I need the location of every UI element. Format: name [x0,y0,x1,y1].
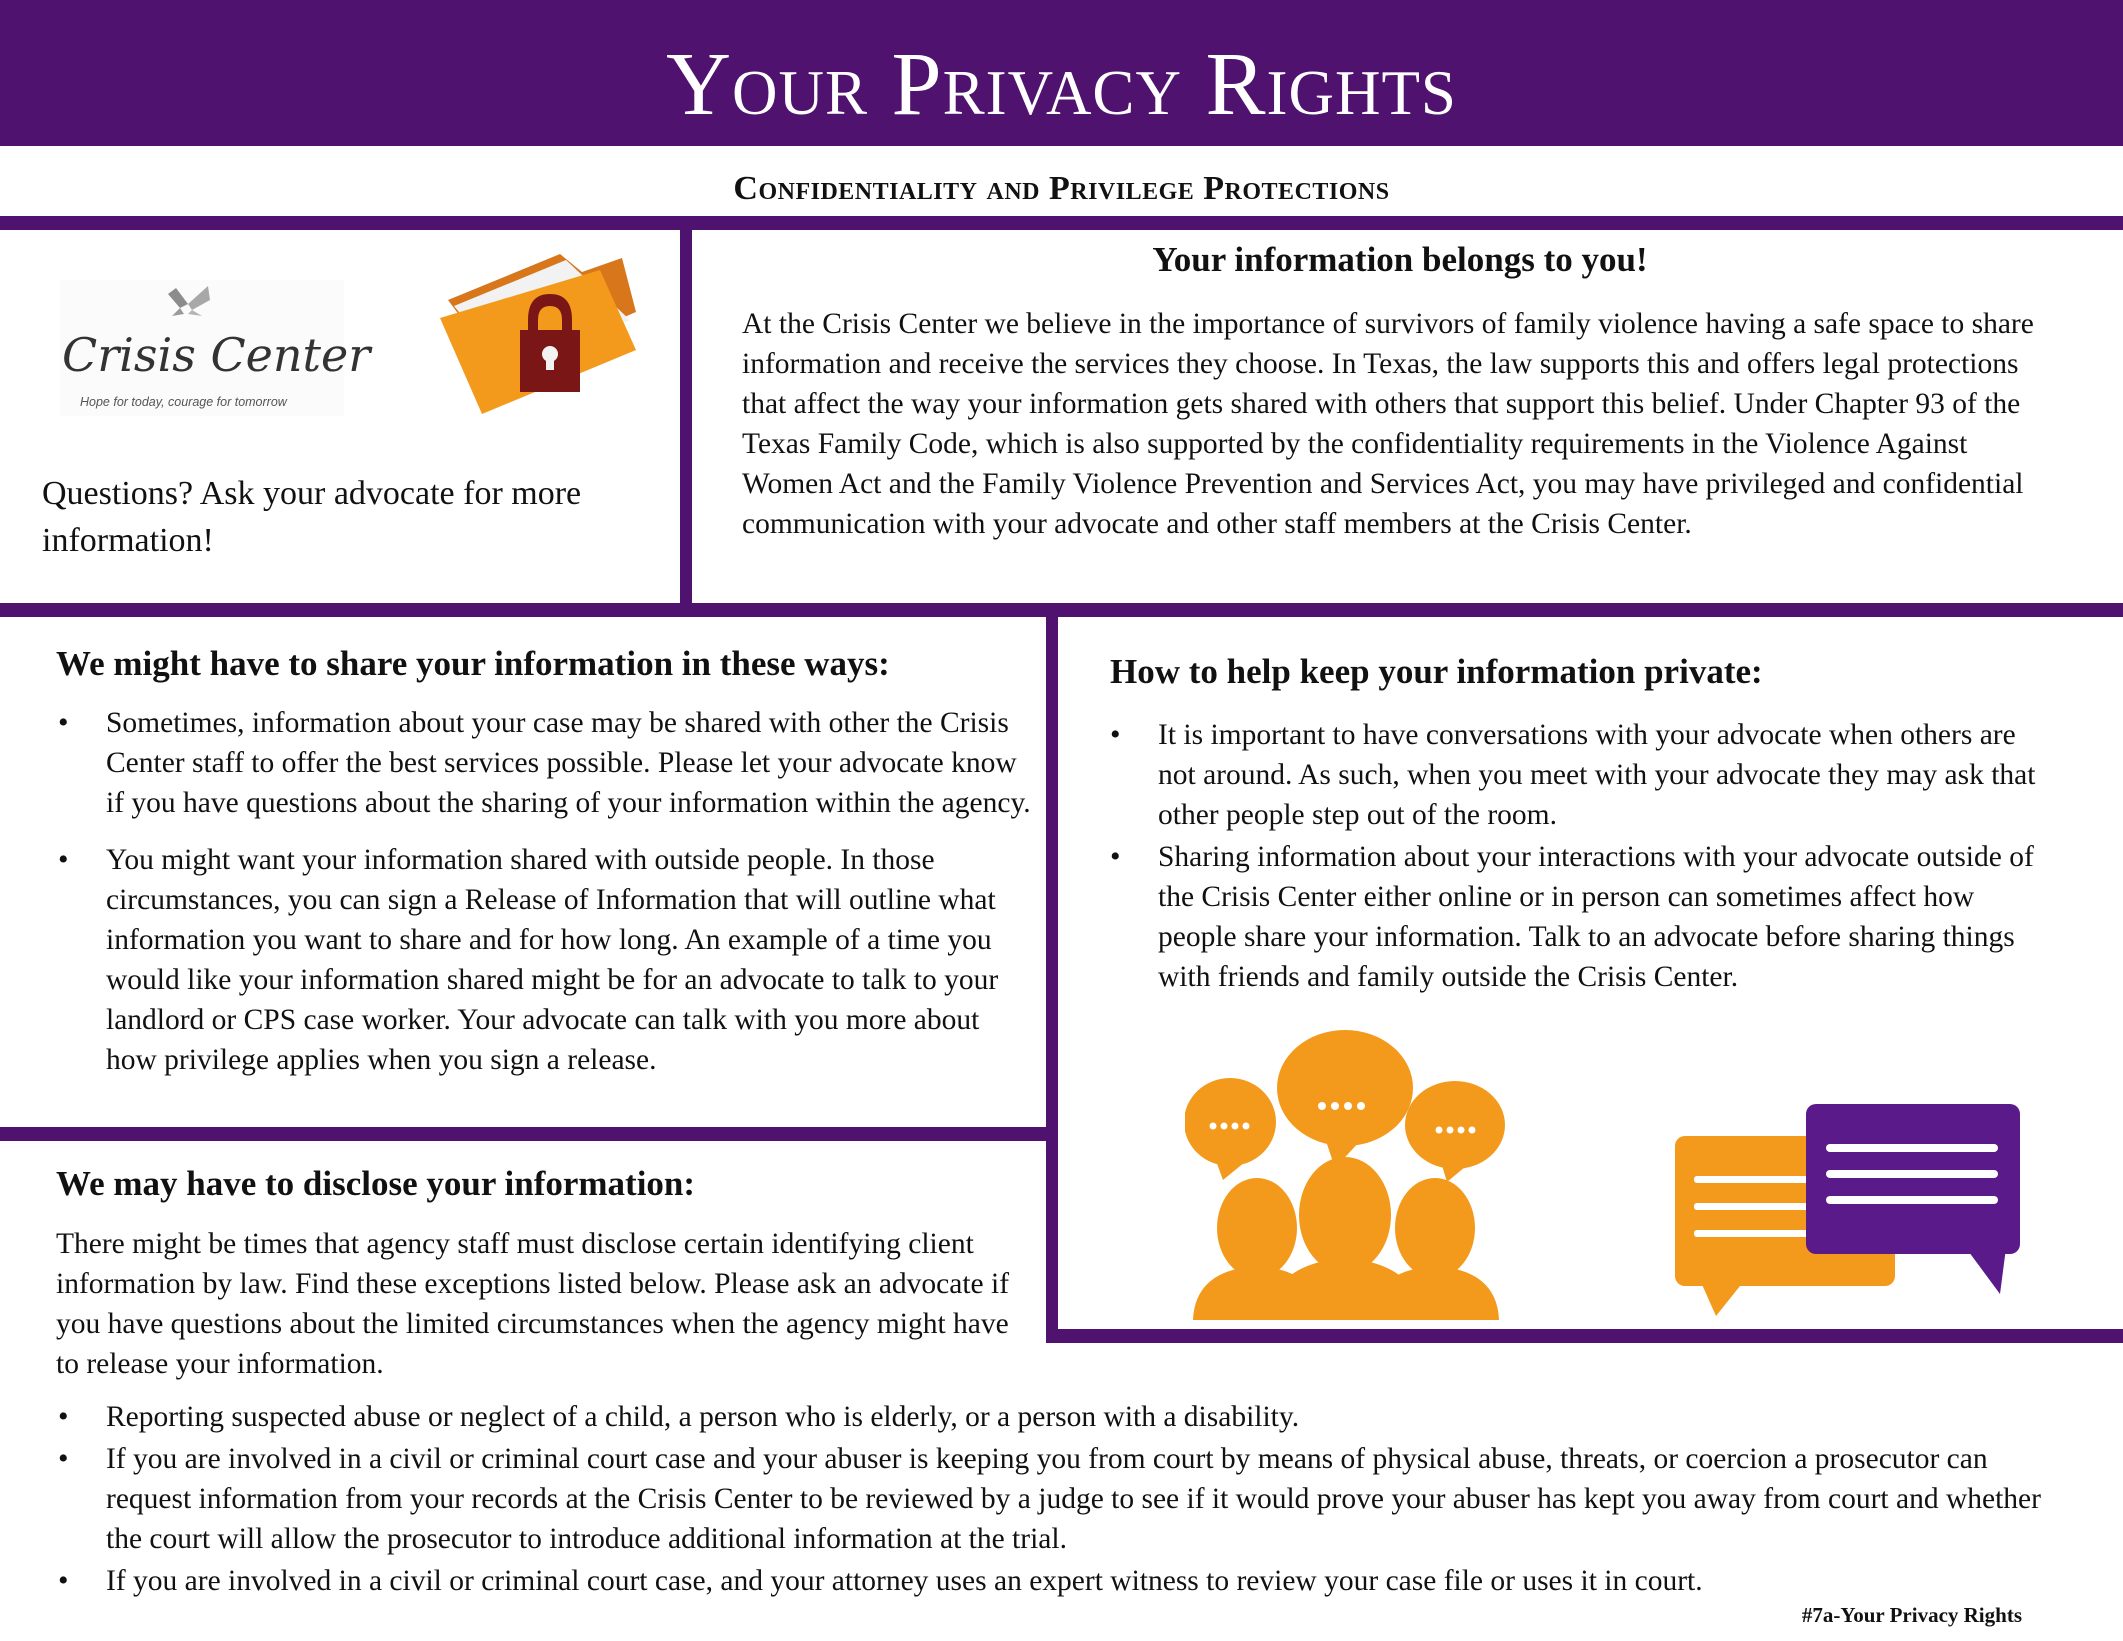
share-list [56,703,1031,1080]
group-chat-icon [1185,1030,1505,1320]
disclose-item: • Reporting suspected abuse or neglect of a child, a person who is elderly, or a person with a disability. [56,1397,2066,1437]
page-title: Your Privacy Rights [666,35,1457,134]
private-item: • Sharing information about your interactions with your advocate outside of the Crisis Center either online or in person can sometimes affect how people share your information. Talk to an advocate before sharing things with friends and family outside the Crisis Center. [1108,837,2058,997]
private-item: • It is important to have conversations with your advocate when others are not around. As such, when you meet with your advocate they may ask that other people step out of the room. [1108,715,2058,835]
footer-note: #7a-Your Privacy Rights [1801,1603,2022,1627]
logo-brand-text: Crisis Center [62,328,371,382]
crisis-center-logo [60,280,371,416]
logo-tagline: Hope for today, courage for tomorrow [80,395,287,409]
disclose-item: • If you are involved in a civil or criminal court case, and your attorney uses an expert witness to review your case file or uses it in court. [56,1561,2066,1601]
divider-top-vertical [680,216,692,610]
divider-top [0,216,2123,230]
locked-folder-icon [440,250,640,415]
disclose-heading: We may have to disclose your information: [56,1164,696,1203]
belongs-heading: Your information belongs to you! [1152,240,1648,279]
questions-text: Questions? Ask your advocate for more information! [42,475,582,559]
share-item: • You might want your information shared with outside people. In those circumstances, you can sign a Release of Information that will outline what information you want to share and for how long. An example of a time you would like your information shared might be for an advocate to talk to your landlord or CPS case worker. Your advocate can talk with you more about how privilege applies when you sign a release. [56,840,1031,1080]
chat-bubbles-icon [1670,1100,2025,1320]
divider-right-bottom [1046,1329,2123,1343]
divider-center-vertical [1046,603,1058,1339]
divider-left-lower [0,1127,1054,1141]
disclose-item: • If you are involved in a civil or criminal court case and your abuser is keeping you from court by means of physical abuse, threats, or coercion a prosecutor can request information from your records at the Crisis Center to be reviewed by a judge to see if it would prove your abuser has kept you away from court and whether the court will allow the prosecutor to introduce additional information at the trial. [56,1439,2066,1559]
private-heading: How to help keep your information private: [1110,652,1763,691]
share-item: • Sometimes, information about your case may be shared with other the Crisis Center staff to offer the best services possible. Please let your advocate know if you have questions about the sharing of your information within the agency. [56,703,1031,823]
divider-middle [0,603,2123,617]
private-list [1108,715,2058,997]
belongs-body: At the Crisis Center we believe in the importance of survivors of family violence having a safe space to share information and receive the services they choose. In Texas, the law supports this and offers legal protections that affect the way your information gets shared with others that support this belief. Under Chapter 93 of the Texas Family Code, which is also supported by the confidentiality requirements in the Violence Against Women Act and the Family Violence Prevention and Services Act, you may have privileged and confidential communication with your advocate and other staff members at the Crisis Center. [742,308,2034,540]
page-subtitle: Confidentiality and Privilege Protections [733,170,1390,207]
disclose-intro: There might be times that agency staff must disclose certain identifying client information by law. Find these exceptions listed below. Please ask an advocate if you have questions about the limited circumstances when the agency might have to release your information. [56,1228,1010,1380]
disclose-list [56,1397,2066,1601]
share-heading: We might have to share your information in these ways: [56,644,890,683]
